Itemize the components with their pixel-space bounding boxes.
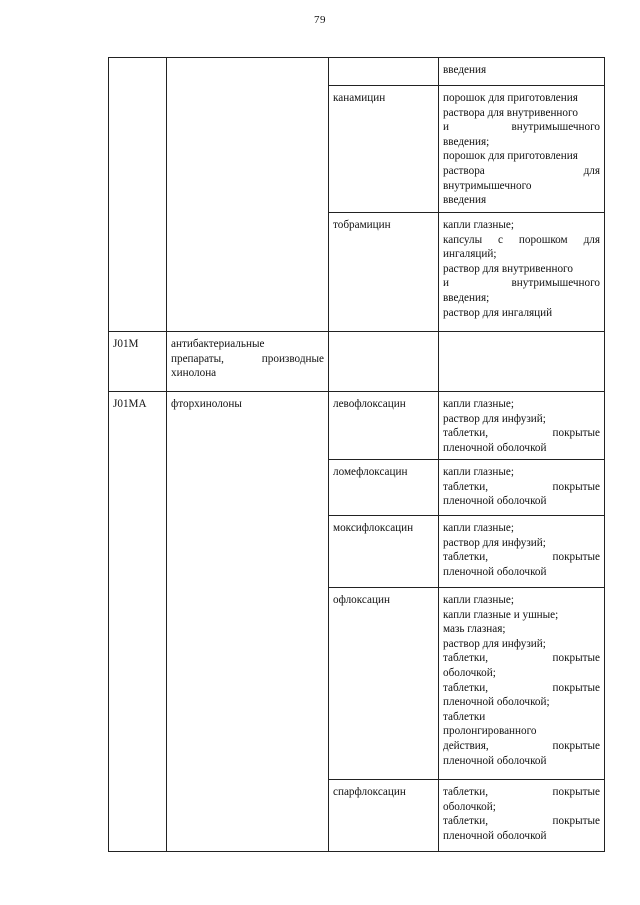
dosage-form-line: пленочной оболочкой (443, 829, 547, 842)
dosage-form-line: оболочкой; (443, 800, 496, 813)
dosage-forms-cell (439, 332, 605, 392)
dosage-forms-cell (439, 516, 605, 588)
dosage-form-line: таблетки, покрытые (443, 815, 600, 828)
dosage-forms-cell (439, 86, 605, 213)
dosage-form-line: пленочной оболочкой (443, 441, 547, 454)
group-name-line: препараты, производные (171, 352, 324, 365)
dosage-form-line: таблетки, покрытые (443, 551, 600, 564)
dosage-form-line: раствор для инфузий; (443, 536, 546, 549)
dosage-form-line: раствора для внутривенного (443, 106, 578, 119)
dosage-form-line: таблетки, покрытые (443, 652, 600, 665)
dosage-form-line: таблетки (443, 710, 486, 723)
drug-name-cell (329, 58, 439, 86)
dosage-form-line: пролонгированного (443, 725, 537, 738)
dosage-form-line: пленочной оболочкой (443, 495, 547, 508)
page-number: 79 (314, 14, 326, 26)
group-cell: фторхинолоны (167, 392, 329, 852)
dosage-forms-cell (439, 58, 605, 86)
atc-code-cell: J01MA (109, 392, 167, 852)
drug-name-cell: спарфлоксацин (329, 780, 439, 852)
dosage-form-line: введения (443, 194, 487, 207)
dosage-form-line: раствора для (443, 164, 600, 177)
dosage-form-line: капли глазные и ушные; (443, 608, 559, 621)
dosage-form-line: действия, покрытые (443, 739, 600, 752)
atc-code-cell (109, 58, 167, 332)
group-cell (167, 58, 329, 332)
drug-name-cell: моксифлоксацин (329, 516, 439, 588)
dosage-form-line: капли глазные; (443, 219, 515, 231)
dosage-form-line: оболочкой; (443, 666, 496, 679)
dosage-forms-cell (439, 460, 605, 516)
dosage-form-line: таблетки, покрытые (443, 427, 600, 440)
dosage-forms-cell (439, 588, 605, 780)
dosage-form-line: пленочной оболочкой (443, 754, 547, 767)
dosage-form-line: введения; (443, 291, 490, 304)
dosage-form-line: пленочной оболочкой (443, 565, 547, 578)
drug-name-cell (329, 332, 439, 392)
table-row (109, 392, 605, 460)
group-name-line: хинолона (171, 367, 217, 380)
atc-code-cell: J01M (109, 332, 167, 392)
dosage-form-line: капли глазные; (443, 466, 515, 478)
dosage-form-line: раствор для инфузий; (443, 637, 546, 650)
dosage-form-line: таблетки, покрытые (443, 480, 600, 493)
group-name-line: антибактериальные (171, 338, 265, 350)
drug-name-cell: левофлоксацин (329, 392, 439, 460)
dosage-form-line: раствор для внутривенного (443, 262, 573, 275)
dosage-form-line: таблетки, покрытые (443, 786, 600, 798)
dosage-form-line: капли глазные; (443, 398, 515, 410)
table-row (109, 332, 605, 392)
dosage-form-line: ингаляций; (443, 248, 497, 261)
drug-name-cell: канамицин (329, 86, 439, 213)
dosage-forms-cell (439, 780, 605, 852)
dosage-form-line: капли глазные; (443, 522, 515, 534)
dosage-form-line: и внутримышечного (443, 277, 600, 290)
dosage-form-line: раствор для ингаляций (443, 306, 553, 319)
table-row (109, 58, 605, 86)
dosage-form-line: мазь глазная; (443, 623, 506, 636)
dosage-form-line: введения; (443, 135, 490, 148)
group-cell (167, 332, 329, 392)
drug-name-cell: офлоксацин (329, 588, 439, 780)
dosage-form-line: капсулы с порошком для (443, 233, 600, 246)
dosage-form-line: и внутримышечного (443, 121, 600, 134)
dosage-form-line: пленочной оболочкой; (443, 696, 550, 709)
dosage-form-line: внутримышечного (443, 179, 532, 192)
drug-name-cell: тобрамицин (329, 213, 439, 332)
dosage-form-line: раствор для инфузий; (443, 412, 546, 425)
dosage-form-line: капли глазные; (443, 594, 515, 606)
drug-name-cell: ломефлоксацин (329, 460, 439, 516)
dosage-forms-cell (439, 392, 605, 460)
dosage-forms-cell (439, 213, 605, 332)
dosage-form-line: порошок для приготовления (443, 92, 578, 104)
dosage-form-line: порошок для приготовления (443, 150, 578, 163)
dosage-form-line: введения (443, 64, 487, 76)
dosage-form-line: таблетки, покрытые (443, 681, 600, 694)
drug-classification-table (108, 57, 605, 852)
